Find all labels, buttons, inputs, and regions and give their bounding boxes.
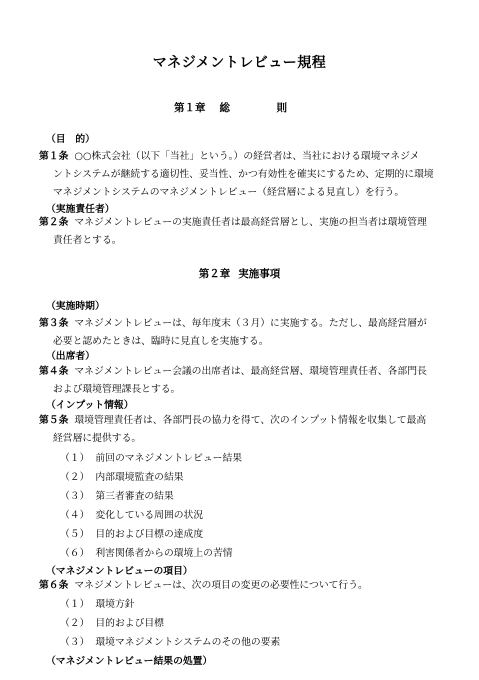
document-title: マネジメントレビュー規程 <box>152 55 327 71</box>
heading-timing: （実施時期） <box>46 301 105 312</box>
heading-responsible: （実施責任者） <box>46 204 115 215</box>
article-4-line-1: マネジメントレビュー会議の出席者は、最高経営層、環境管理責任者、各部門長 <box>74 366 427 377</box>
article-5 <box>39 412 437 448</box>
list-item: （２） 内部環境監査の結果 <box>60 472 184 483</box>
list-item: （４） 変化している周囲の状況 <box>60 510 204 521</box>
article-6-line-1: マネジメントレビューは、次の項目の変更の必要性について行う。 <box>74 580 368 591</box>
article-6 <box>39 577 437 595</box>
article-5-line-2: 経営層に提供する。 <box>53 433 142 444</box>
article-3-line-1: マネジメントレビューは、毎年度末（３月）に実施する。ただし、最高経営層が <box>74 318 427 329</box>
article-5-label: 第５条 <box>39 415 69 426</box>
article-4-line-2: および環境管理課長とする。 <box>53 384 181 395</box>
article-2-line-2: 責任者とする。 <box>53 235 122 246</box>
chapter-2-heading <box>0 266 479 281</box>
article-2-line-1: マネジメントレビューの実施責任者は最高経営層とし、実施の担当者は環境管理 <box>74 217 427 228</box>
list-item: （１） 環境方針 <box>60 599 135 610</box>
heading-review-result: （マネジメントレビュー結果の処置） <box>46 656 213 667</box>
chapter-1-heading <box>0 100 479 115</box>
list-item: （３） 第三者審査の結果 <box>60 491 174 502</box>
article-6-label: 第６条 <box>39 580 69 591</box>
list-item: （５） 目的および目標の達成度 <box>60 529 204 540</box>
article-3-label: 第３条 <box>39 318 69 329</box>
chapter-1-name: 総 則 <box>219 102 305 114</box>
article-4-label: 第４条 <box>39 366 69 377</box>
article-1 <box>39 148 437 202</box>
article-1-line-1: ○○株式会社（以下「当社」という。）の経営者は、当社における環境マネジメ <box>74 151 420 162</box>
article-3 <box>39 315 437 351</box>
list-item: （３） 環境マネジメントシステムのその他の要素 <box>60 637 281 648</box>
heading-review-items: （マネジメントレビューの項目） <box>46 566 193 577</box>
heading-input: （インプット情報） <box>46 400 134 411</box>
chapter-2-name: 実施事項 <box>238 268 281 280</box>
article-2 <box>39 214 437 250</box>
heading-purpose: （目 的） <box>46 134 95 145</box>
article-4 <box>39 363 437 399</box>
article-5-line-1: 環境管理責任者は、各部門長の協力を得て、次のインプット情報を収集して最高 <box>74 415 427 426</box>
list-item: （６） 利害関係者からの環境上の苦情 <box>60 548 233 559</box>
article-1-line-3: マネジメントシステムのマネジメントレビュー（経営層による見直し）を行う。 <box>53 187 405 198</box>
article-2-label: 第２条 <box>39 217 69 228</box>
article-3-line-2: 必要と認めたときは、臨時に見直しを実施する。 <box>53 336 269 347</box>
article-1-line-2: ントシステムが継続する適切性、妥当性、かつ有効性を確実にするため、定期的に環境 <box>53 169 434 180</box>
chapter-1-number: 第１章 <box>174 102 206 114</box>
article-1-label: 第１条 <box>39 151 69 162</box>
list-item: （２） 目的および目標 <box>60 618 164 629</box>
chapter-2-number: 第２章 <box>198 268 231 280</box>
heading-attendees: （出席者） <box>46 351 95 362</box>
list-item: （１） 前回のマネジメントレビュー結果 <box>60 453 243 464</box>
